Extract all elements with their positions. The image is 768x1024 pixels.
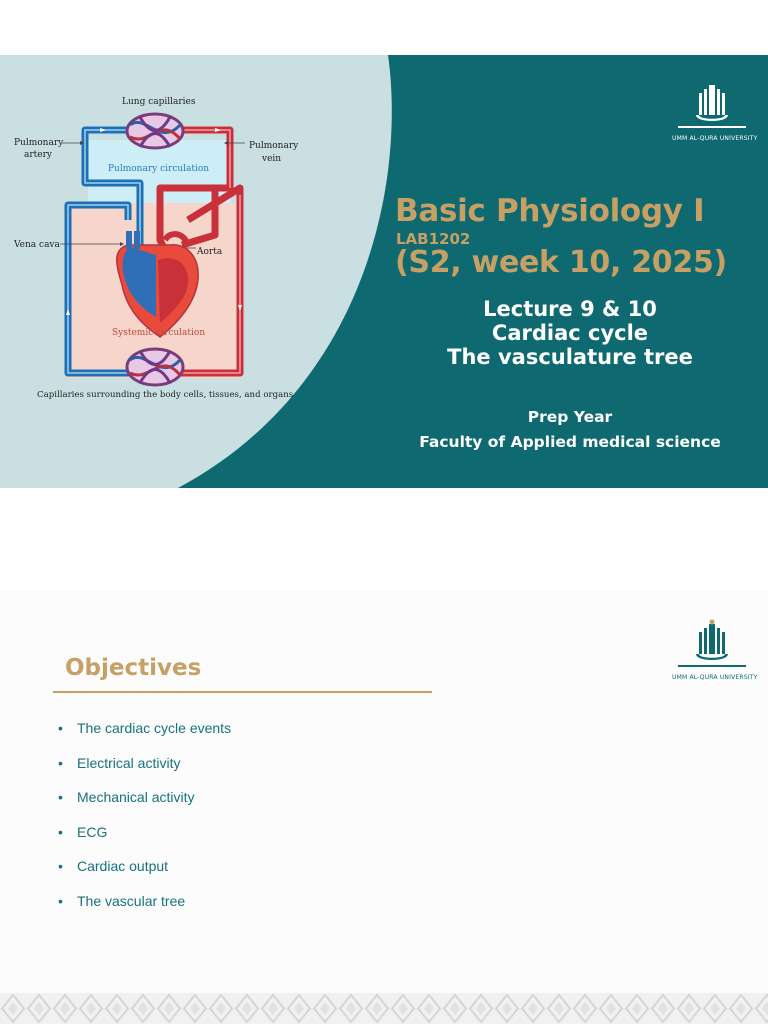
list-item xyxy=(58,755,231,790)
objective-text: Cardiac output xyxy=(77,858,169,875)
heading-underline xyxy=(53,691,432,693)
list-item xyxy=(58,720,231,755)
objectives-heading: Objectives xyxy=(65,655,202,681)
bullet: • xyxy=(58,858,63,875)
audience-label: Prep Year xyxy=(527,408,613,426)
list-item xyxy=(58,789,231,824)
faculty-label: Faculty of Applied medical science xyxy=(419,433,721,451)
objective-text: ECG xyxy=(77,823,108,840)
label-lung-capillaries: Lung capillaries xyxy=(122,97,196,107)
objective-text: Electrical activity xyxy=(77,754,181,771)
list-item xyxy=(58,893,231,928)
title-slide xyxy=(0,55,768,488)
objectives-list xyxy=(58,720,231,928)
objective-text: The vascular tree xyxy=(77,892,186,909)
label-vena-cava: Vena cava xyxy=(14,240,60,250)
body-capillaries-graphic xyxy=(127,349,183,385)
lecture-topic-2: The vasculature tree xyxy=(447,345,693,369)
label-systemic-circulation: Systemic circulation xyxy=(112,328,206,338)
lecture-topic-1: Cardiac cycle xyxy=(491,321,649,345)
bullet: • xyxy=(58,754,63,771)
label-pulmonary-artery-2: artery xyxy=(24,150,52,160)
list-item xyxy=(58,858,231,893)
label-pulmonary-artery-1: Pulmonary xyxy=(14,138,64,148)
decorative-pattern-band xyxy=(0,993,768,1024)
bullet: • xyxy=(58,789,63,806)
course-edition: (S2, week 10, 2025) xyxy=(395,245,727,280)
audience-block xyxy=(410,405,730,455)
lecture-topics xyxy=(420,297,720,369)
label-pulmonary-circulation: Pulmonary circulation xyxy=(108,164,210,174)
label-pulmonary-vein-1: Pulmonary xyxy=(249,141,299,151)
objectives-slide xyxy=(0,590,768,1024)
bullet: • xyxy=(58,823,63,840)
university-logo xyxy=(672,79,758,142)
label-body-capillaries: Capillaries surrounding the body cells, tissues, and organs xyxy=(37,390,294,400)
course-code: LAB1202 xyxy=(396,230,471,248)
lecture-number: Lecture 9 & 10 xyxy=(483,297,657,321)
objective-text: The cardiac cycle events xyxy=(77,720,232,736)
university-logo-text: UMM AL-QURA UNIVERSITY xyxy=(672,135,758,142)
university-emblem-icon xyxy=(672,79,752,131)
label-aorta: Aorta xyxy=(197,247,223,257)
bullet: • xyxy=(58,892,63,909)
label-pulmonary-vein-2: vein xyxy=(262,154,282,164)
university-emblem-icon xyxy=(672,618,752,670)
objective-text: Mechanical activity xyxy=(77,789,195,806)
university-logo-2 xyxy=(672,618,758,681)
bullet: • xyxy=(58,720,63,736)
list-item xyxy=(58,824,231,859)
university-logo-text-2: UMM AL-QURA UNIVERSITY xyxy=(672,674,758,681)
course-title: Basic Physiology I xyxy=(395,193,705,229)
lung-capillaries-graphic xyxy=(127,114,183,148)
